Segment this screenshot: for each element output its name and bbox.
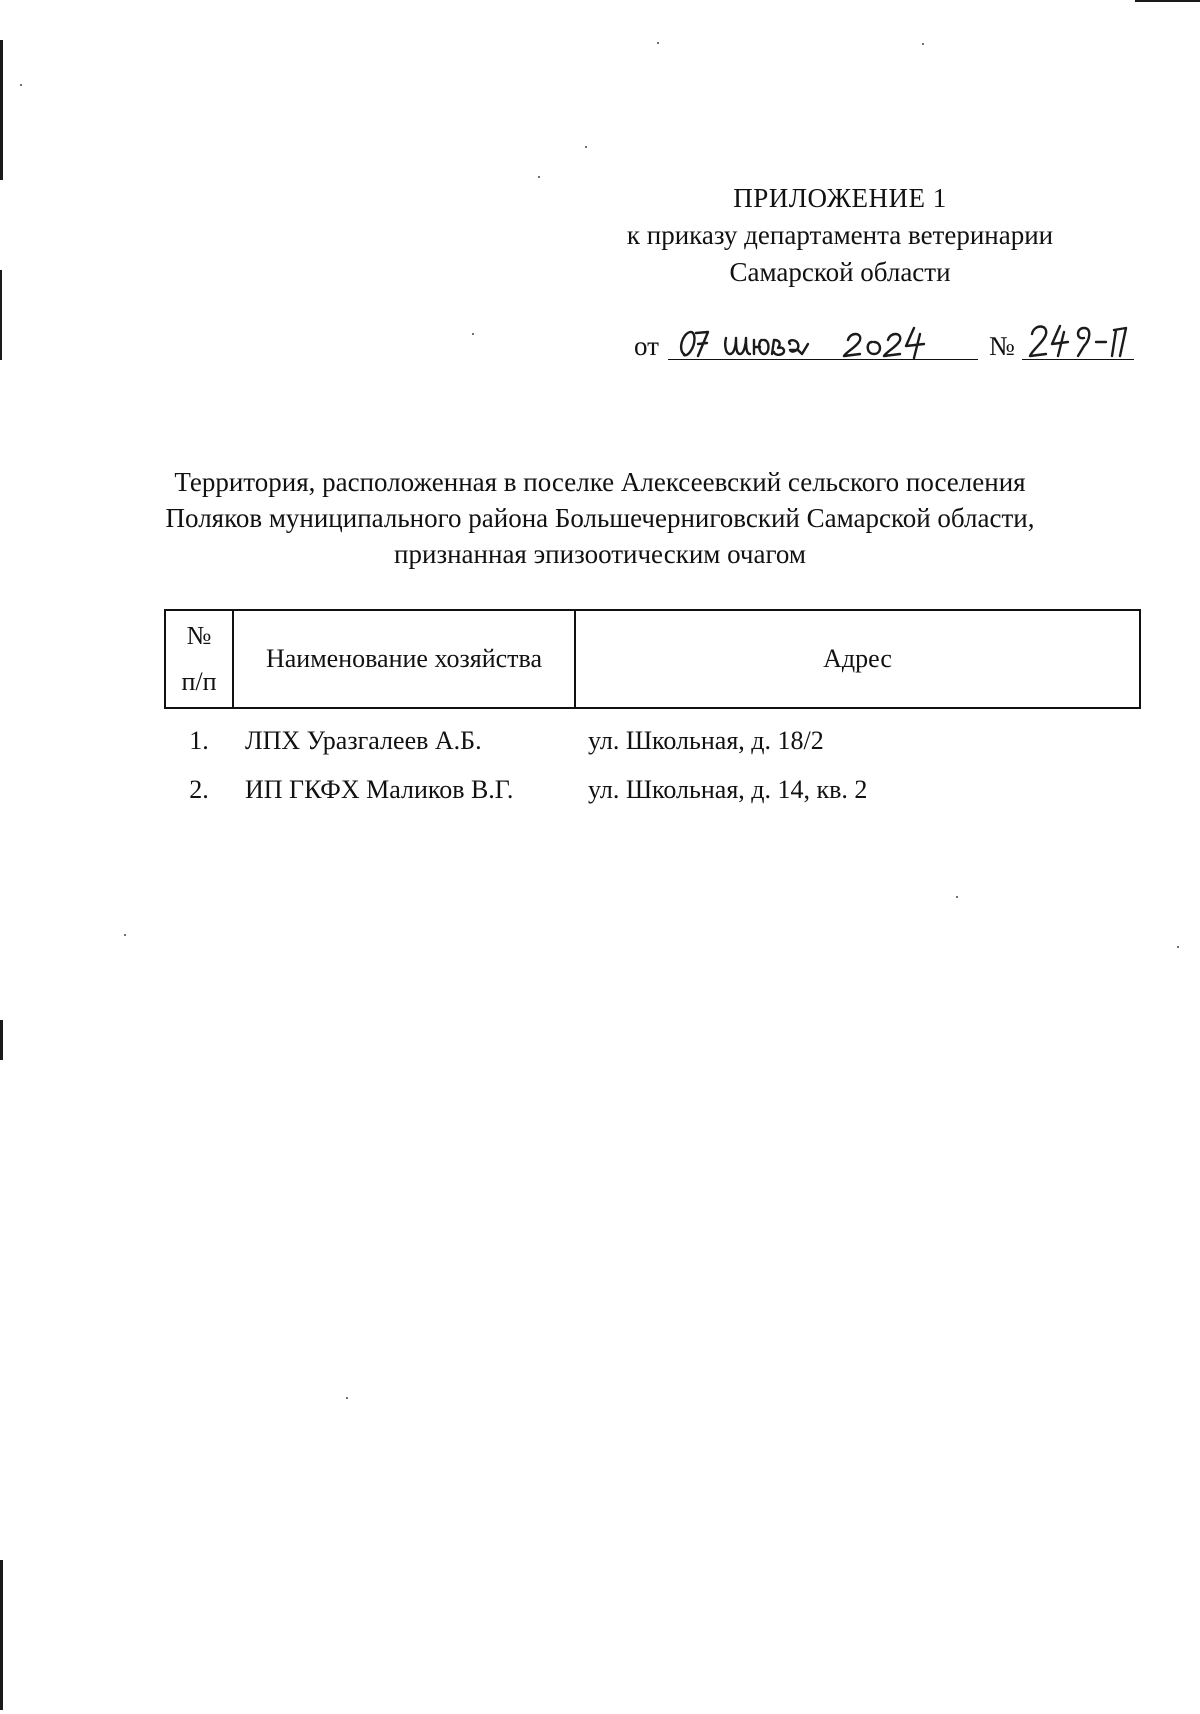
scan-edge-mark [1135, 0, 1200, 2]
table-row [165, 708, 1140, 765]
row-address: ул. Школьная, д. 18/2 [588, 726, 824, 755]
heading-line: Поляков муниципального района Большечерниговский Самарской области, [165, 503, 1035, 533]
table-row [165, 765, 1140, 815]
order-number-label: № [989, 331, 1015, 361]
appendix-header [560, 180, 1120, 291]
document-heading [130, 464, 1070, 572]
heading-line: признанная эпизоотическим очагом [394, 539, 806, 569]
table-header-row [165, 610, 1140, 708]
header-number-symbol: № [186, 621, 212, 650]
scan-speck [472, 333, 474, 335]
handwritten-order-number [1026, 320, 1134, 360]
order-date-label: от [634, 331, 659, 361]
row-number: 2. [189, 775, 209, 804]
header-farm-name: Наименование хозяйства [233, 610, 575, 708]
header-number [165, 610, 233, 708]
scan-speck [346, 1397, 348, 1399]
row-address: ул. Школьная, д. 14, кв. 2 [588, 775, 868, 804]
scan-speck [20, 84, 22, 86]
scan-speck [124, 934, 126, 936]
header-address: Адрес [575, 610, 1140, 708]
scan-edge-mark [0, 1560, 3, 1710]
appendix-region: Самарской области [729, 257, 951, 287]
scan-speck [1177, 946, 1179, 948]
scan-edge-mark [0, 1020, 3, 1060]
heading-line: Территория, расположенная в поселке Алексеевский сельского поселения [174, 467, 1026, 497]
handwritten-date-signature [674, 324, 974, 360]
farms-table [164, 609, 1141, 815]
row-farm-name: ЛПХ Уразгалеев А.Б. [245, 726, 482, 755]
scan-edge-mark [0, 270, 2, 360]
row-farm-name: ИП ГКФХ Маликов В.Г. [245, 775, 514, 804]
scan-speck [538, 176, 540, 178]
scan-speck [922, 43, 924, 45]
scan-speck [657, 42, 659, 44]
scan-speck [956, 896, 958, 898]
appendix-title: ПРИЛОЖЕНИЕ 1 [733, 183, 947, 213]
appendix-order-reference: к приказу департамента ветеринарии [626, 220, 1054, 250]
order-date-number-line [634, 322, 1134, 368]
row-number: 1. [189, 726, 209, 755]
scan-edge-mark [0, 40, 3, 180]
header-number-pp: п/п [181, 667, 217, 696]
scan-speck [585, 146, 587, 148]
